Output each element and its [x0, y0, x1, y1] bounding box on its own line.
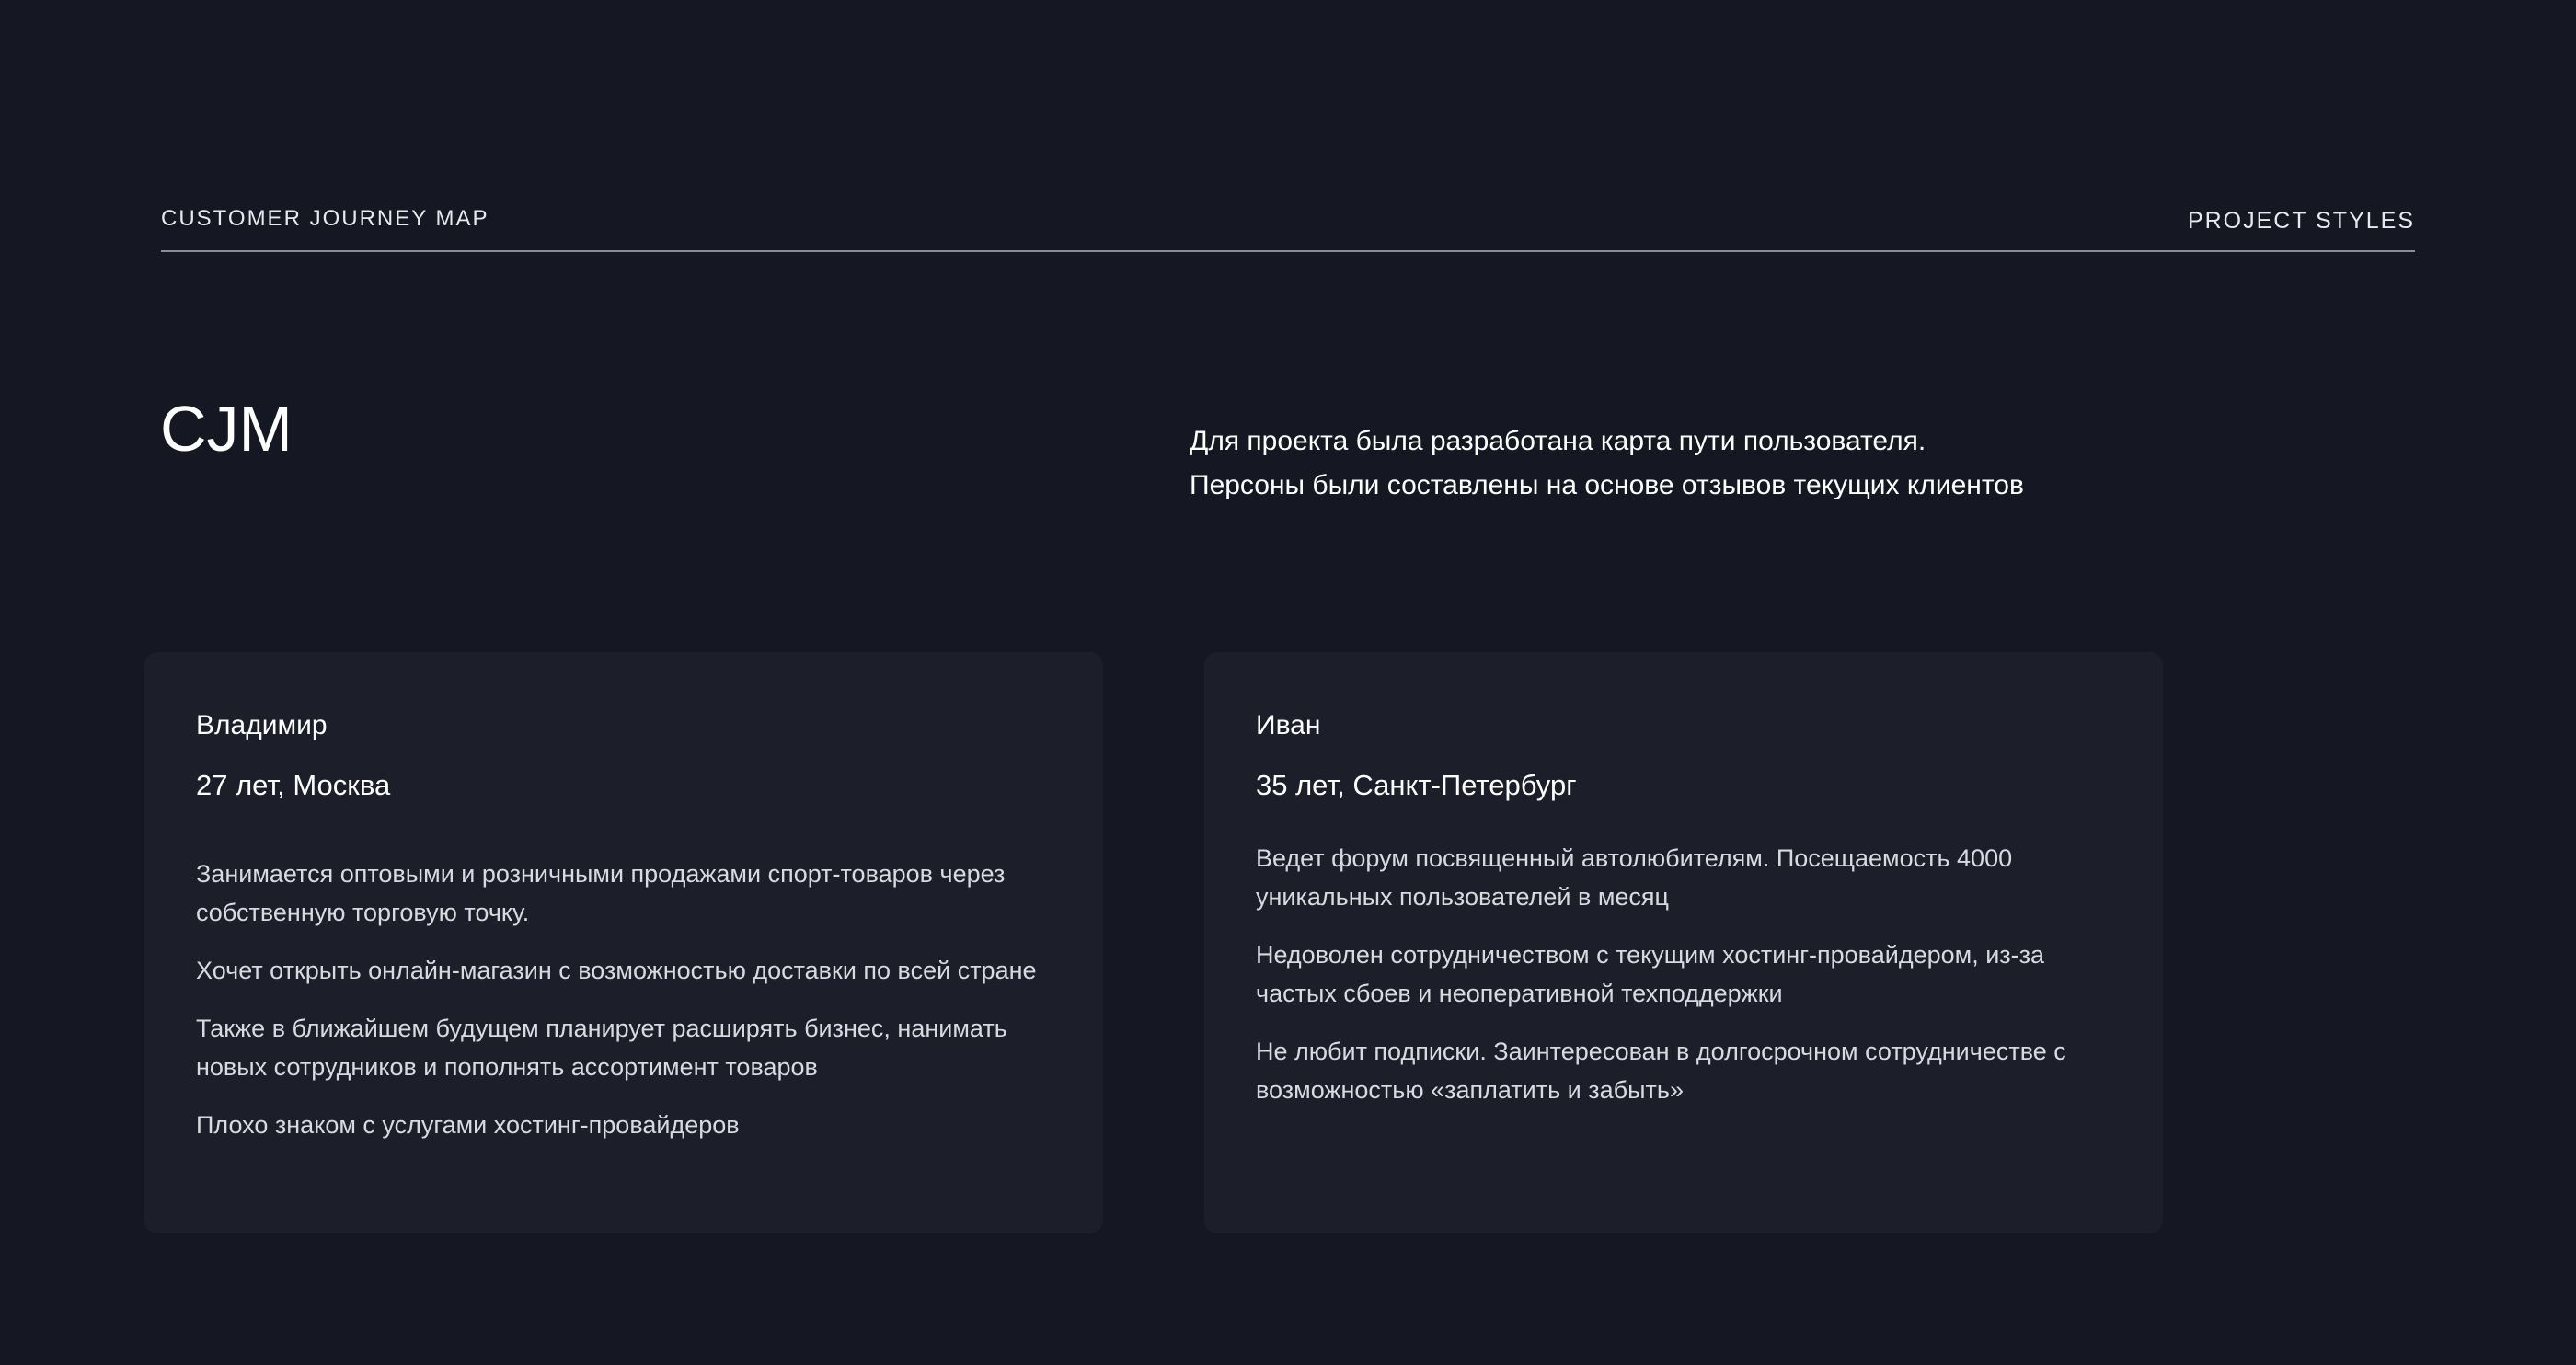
persona-paragraph: Недоволен сотрудничеством с текущим хостинг-провайдером, из-за частых сбоев и неоперативной техподдержки — [1256, 941, 2045, 1007]
persona-card-ivan — [1204, 652, 2163, 1233]
header-right-label[interactable]: PROJECT STYLES — [2187, 208, 2415, 234]
persona-card-vladimir — [144, 652, 1103, 1233]
persona-name: Владимир — [196, 710, 328, 740]
persona-description — [1256, 839, 2130, 1129]
intro-line: Для проекта была разработана карта пути пользователя. — [1190, 426, 1926, 456]
intro-text — [1190, 419, 2202, 508]
persona-paragraph: Плохо знаком с услугами хостинг-провайдеров — [196, 1111, 740, 1139]
persona-paragraph: Ведет форум посвященный автолюбителям. Посещаемость 4000 уникальных пользователей в месяц — [1256, 844, 2013, 911]
header-bar — [161, 197, 2415, 252]
persona-paragraph: Хочет открыть онлайн-магазин с возможностью доставки по всей стране — [196, 957, 1037, 984]
persona-meta: 27 лет, Москва — [196, 769, 391, 801]
persona-paragraph: Занимается оптовыми и розничными продажами спорт-товаров через собственную торговую точку. — [196, 860, 1006, 926]
header-left-label[interactable]: CUSTOMER JOURNEY MAP — [161, 206, 489, 231]
persona-meta: 35 лет, Санкт-Петербург — [1256, 769, 1577, 801]
persona-name: Иван — [1256, 710, 1321, 740]
intro-line: Персоны были составлены на основе отзывов текущих клиентов — [1190, 470, 2024, 500]
persona-paragraph: Не любит подписки. Заинтересован в долгосрочном сотрудничестве с возможностью «заплатить и забыть» — [1256, 1038, 2066, 1104]
persona-description — [196, 855, 1070, 1164]
page-title: CJM — [160, 393, 293, 465]
persona-paragraph: Также в ближайшем будущем планирует расширять бизнес, нанимать новых сотрудников и пополнять ассортимент товаров — [196, 1015, 1007, 1081]
